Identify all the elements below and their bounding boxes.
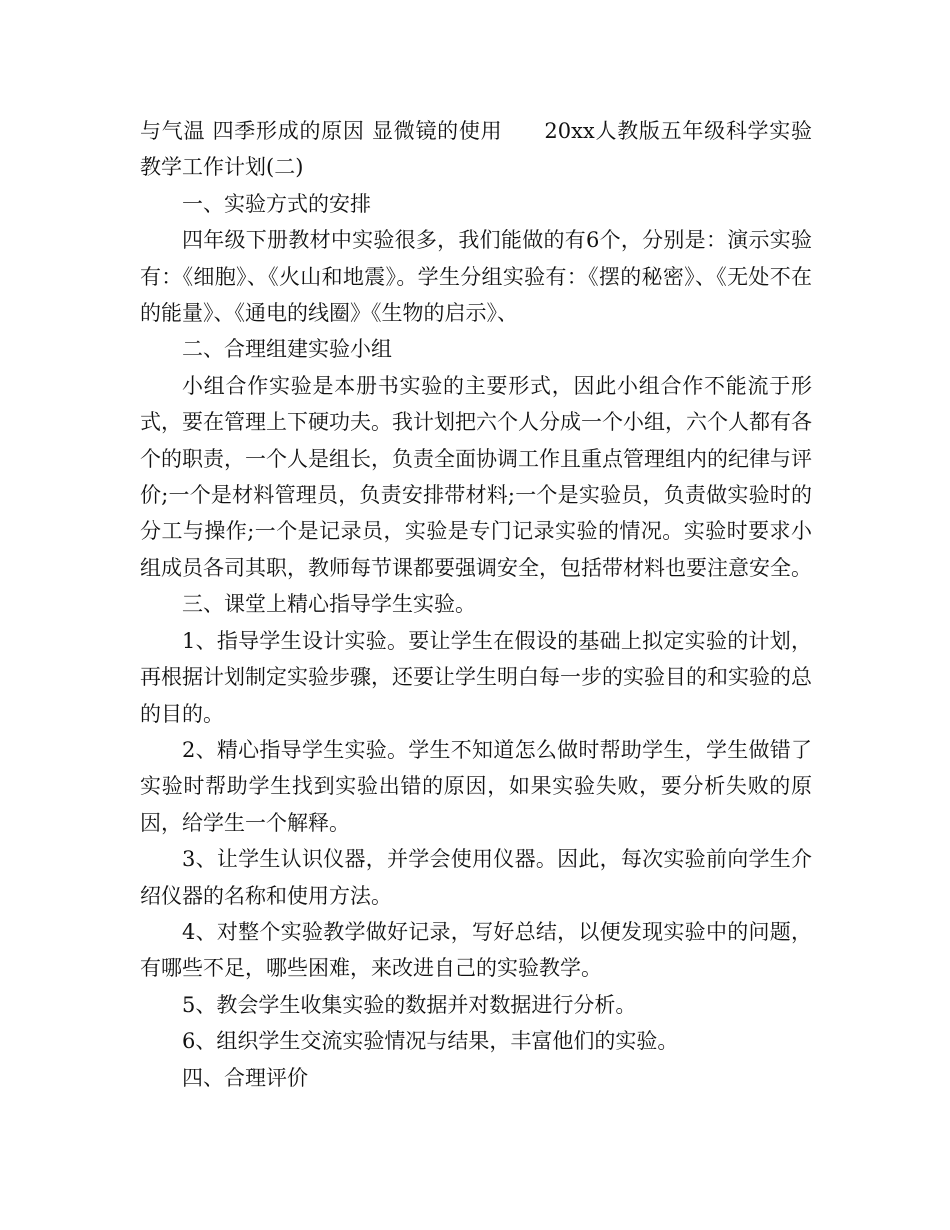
list-item-6: 6、组织学生交流实验情况与结果，丰富他们的实验。 [182, 1029, 679, 1054]
list-item-5: 5、教会学生收集实验的数据并对数据进行分析。 [182, 992, 637, 1017]
section-heading-3: 三、课堂上精心指导学生实验。 [182, 592, 476, 617]
section-heading-1: 一、实验方式的安排 [182, 191, 371, 216]
intro-text-part1: 与气温 四季形成的原因 显微镜的使用 [140, 119, 503, 143]
paragraph-group-organization: 小组合作实验是本册书实验的主要形式，因此小组合作不能流于形式，要在管理上下硬功夫。我计划把六个人分成一个小组，六个人都有各个的职责，一个人是组长，负责全面协调工作且重点管理组内的纪律与评价;一个是材料管理员，负责安排带材料;一个是实验员，负责做实验时的分工与操作;一个是记录员，实验是专门记录实验的情况。实验时要求小组成员各司其职，教师每节课都要强调安全，包括带材料也要注意安全。 [140, 373, 812, 580]
plan-title: 20xx人教版五年级科学实验教学工作计划(二) [140, 119, 812, 180]
section-heading-4: 四、合理评价 [182, 1065, 308, 1090]
list-item-4: 4、对整个实验教学做好记录，写好总结，以便发现实验中的问题，有哪些不足，哪些困难，来改进自己的实验教学。 [140, 919, 812, 981]
document-body [140, 113, 812, 1096]
section-heading-2: 二、合理组建实验小组 [182, 337, 392, 362]
list-item-3: 3、让学生认识仪器，并学会使用仪器。因此，每次实验前向学生介绍仪器的名称和使用方法。 [140, 847, 812, 908]
list-item-1: 1、指导学生设计实验。要让学生在假设的基础上拟定实验的计划，再根据计划制定实验步骤，还要让学生明白每一步的实验目的和实验的总的目的。 [140, 628, 812, 726]
paragraph-experiment-list: 四年级下册教材中实验很多，我们能做的有6个，分别是：演示实验有：《细胞》、《火山和地震》。学生分组实验有：《摆的秘密》、《无处不在的能量》、《通电的线圈》《生物的启示》、 [140, 228, 812, 326]
list-item-2: 2、精心指导学生实验。学生不知道怎么做时帮助学生，学生做错了实验时帮助学生找到实验出错的原因，如果实验失败，要分析失败的原因，给学生一个解释。 [140, 737, 812, 835]
intro-line [140, 113, 812, 186]
